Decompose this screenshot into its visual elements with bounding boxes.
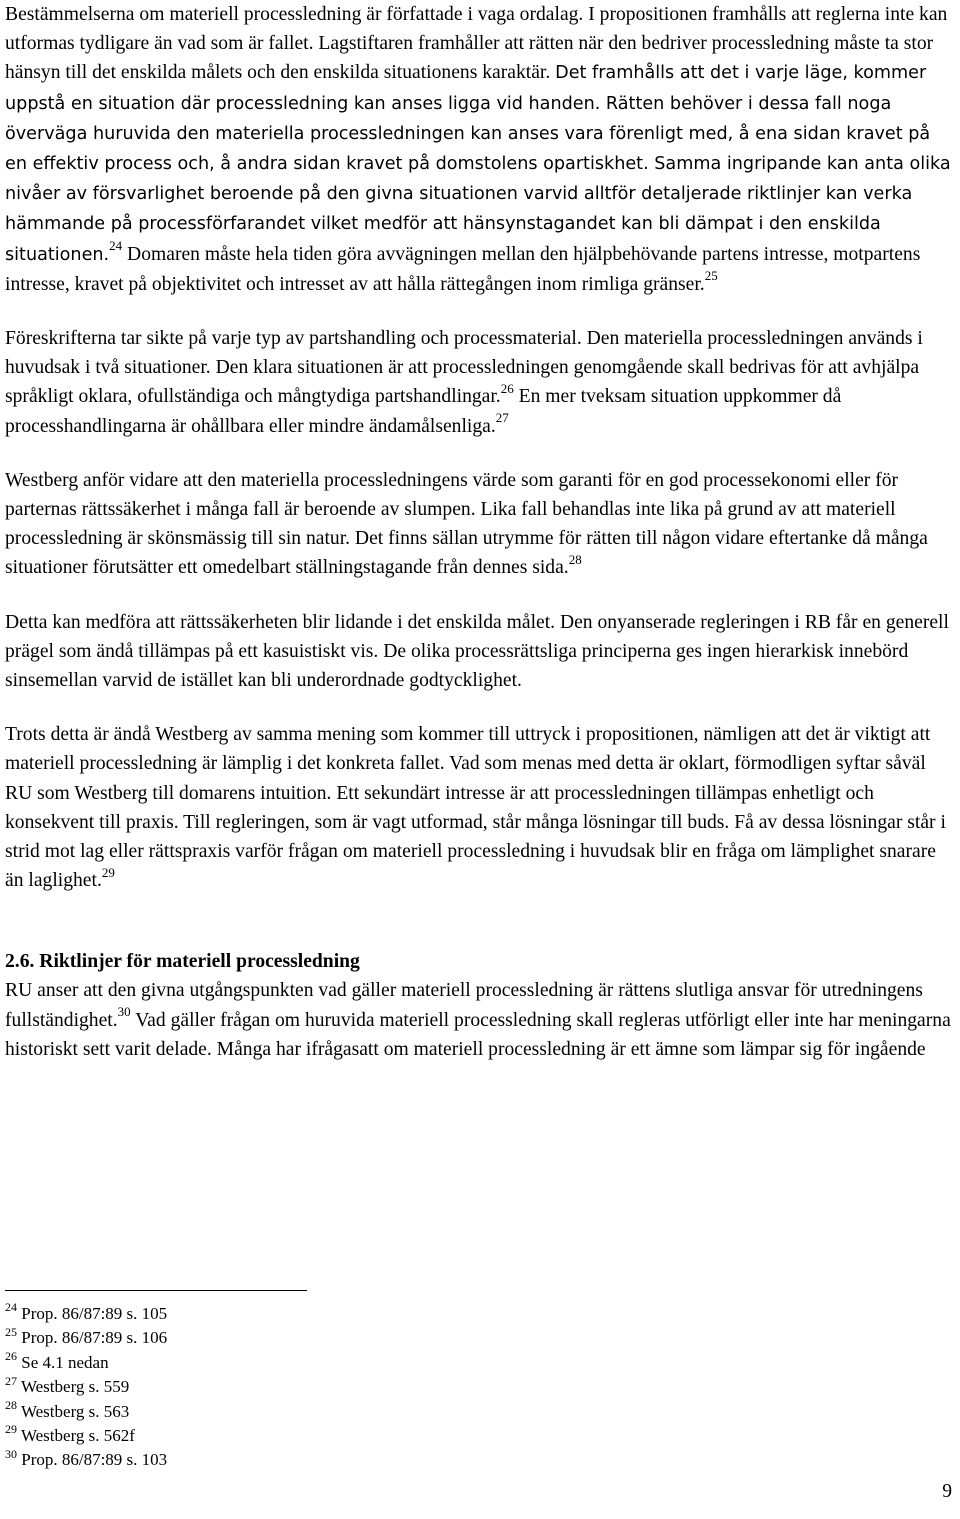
- paragraph-4: [5, 608, 955, 696]
- footnotes: [5, 1302, 167, 1473]
- footnote-number: 25: [5, 1324, 17, 1339]
- paragraph-2-text-a: Föreskrifterna tar sikte på varje typ av partshandling och processmaterial. Den materiella processledningen används i huvudsak i två situationer. Den klara situationen är att processledningen genomgående skall bedrivas för att avhjälpa språkligt oklara, ofullständiga och mångtydiga partshandlingar.: [5, 328, 923, 408]
- paragraph-5-text-a: Trots detta är ändå Westberg av samma mening som kommer till uttryck i propositionen, nämligen att det är viktigt att materiell processledning är lämplig i det konkreta fallet. Vad som menas med detta är oklart, förmodligen syftar såväl RU som Westberg till domarens intuition. Ett sekundärt intresse är att processledningen tillämpas enhetligt och konsekvent till praxis. Till regleringen, som är vagt utformad, står många lösningar till buds. Få av dessa lösningar står i strid mot lag eller rättspraxis varför frågan om materiell processledning i huvudsak blir en fråga om lämplighet snarare än laglighet.: [5, 724, 946, 892]
- footnote-text: Prop. 86/87:89 s. 105: [21, 1304, 168, 1323]
- footnote: [5, 1302, 167, 1326]
- document-page: [5, 0, 955, 1064]
- section-paragraph: [5, 976, 955, 1064]
- footnote-separator: [5, 1290, 307, 1291]
- paragraph-5: [5, 720, 955, 895]
- footnote-ref-30: 30: [117, 1004, 131, 1020]
- footnote: [5, 1448, 167, 1472]
- paragraph-1-text-a: Bestämmelserna om materiell processledning är författade i vaga ordalag. I propositionen framhålls att reglerna inte kan utformas tydligare än vad som är fallet. Lagstiftaren framhåller att rätten när den bedriver processledning måste ta stor hänsyn till det enskilda målets och den enskilda situationens karaktär.: [5, 4, 948, 84]
- footnote-text: Westberg s. 563: [20, 1401, 130, 1421]
- footnote: [5, 1375, 167, 1399]
- footnote-number: 30: [5, 1446, 17, 1461]
- paragraph-3: [5, 466, 955, 583]
- footnote: [5, 1326, 167, 1350]
- paragraph-3-text-a: Westberg anför vidare att den materiella processledningens värde som garanti för en god processekonomi eller för parternas rättssäkerhet i många fall är beroende av slumpen. Lika fall behandlas inte lika på grund av att materiell processledning är skönsmässig till sin natur. Det finns sällan utrymme för rätten till någon vidare eftertanke då många situationer förutsätter ett omedelbart ställningstagande från dennes sida.: [5, 469, 928, 579]
- footnote-text: Prop. 86/87:89 s. 106: [21, 1328, 168, 1348]
- footnote-ref-24: 24: [109, 238, 123, 254]
- section-text-a: RU anser att den givna utgångspunkten vad gäller materiell processledning är rättens slutliga ansvar för utredningens fullständighet.: [5, 980, 923, 1031]
- footnote-ref-26: 26: [500, 380, 514, 396]
- section-text-b: Vad gäller frågan om huruvida materiell processledning skall regleras utförligt eller inte har meningarna historiskt sett varit delade. Många har ifrågasatt om materiell processledning är ett ämne som lämpar sig för ingående: [5, 1009, 951, 1060]
- footnote-text: Prop. 86/87:89 s. 103: [21, 1450, 168, 1470]
- footnote: [5, 1397, 167, 1424]
- footnote-ref-25: 25: [704, 268, 718, 284]
- section-heading: 2.6. Riktlinjer för materiell processledning: [5, 951, 360, 973]
- paragraph-2-text-b: En mer tveksam situation uppkommer då processhandlingarna är ohållbara eller mindre ändamålsenliga.: [5, 386, 842, 437]
- footnote-number: 28: [5, 1397, 17, 1412]
- paragraph-1-text-c: Domaren måste hela tiden göra avvägningen mellan den hjälpbehövande partens intresse, motpartens intresse, kravet på objektivitet och intresset av att hålla rättegången inom rimliga gränser.: [5, 243, 921, 295]
- page-number: 9: [942, 1481, 952, 1502]
- footnote-number: 26: [5, 1349, 17, 1364]
- footnote: [5, 1351, 167, 1375]
- paragraph-1: [5, 0, 955, 299]
- paragraph-1-text-b: Det framhålls att det i varje läge, kommer uppstå en situation där processledning kan anses ligga vid handen. Rätten behöver i dessa fall noga överväga huruvida den materiella processledningen kan anses vara förenligt med, å ena sidan kravet på en effektiv process och, å andra sidan kravet på domstolens opartiskhet. Samma ingripande kan anta olika nivåer av försvarlighet beroende på den givna situationen varvid alltför detaljerade riktlinjer kan verka hämmande på processförfarandet vilket medför att hänsynstagandet kan bli dämpat i den enskilda situationen.: [5, 63, 951, 265]
- footnote-number: 24: [5, 1300, 17, 1315]
- footnote-text: Westberg s. 562f: [20, 1426, 135, 1446]
- paragraph-2: [5, 324, 955, 441]
- paragraph-4-text-a: Detta kan medföra att rättssäkerheten blir lidande i det enskilda målet. Den onyanserade regleringen i RB får en generell prägel som ändå tillämpas på ett kasuistiskt vis. De olika processrättsliga principerna ges ingen hierarkisk innebörd sinsemellan varvid de istället kan bli underordnade godtycklighet.: [5, 611, 949, 692]
- footnote-ref-27: 27: [495, 410, 509, 426]
- footnote: [5, 1424, 167, 1448]
- footnote-ref-29: 29: [101, 864, 115, 880]
- footnote-text: Westberg s. 559: [20, 1377, 130, 1397]
- footnote-number: 27: [5, 1373, 17, 1388]
- footnote-number: 29: [5, 1422, 17, 1437]
- footnote-text: Se 4.1 nedan: [21, 1352, 109, 1372]
- footnote-ref-28: 28: [568, 551, 582, 567]
